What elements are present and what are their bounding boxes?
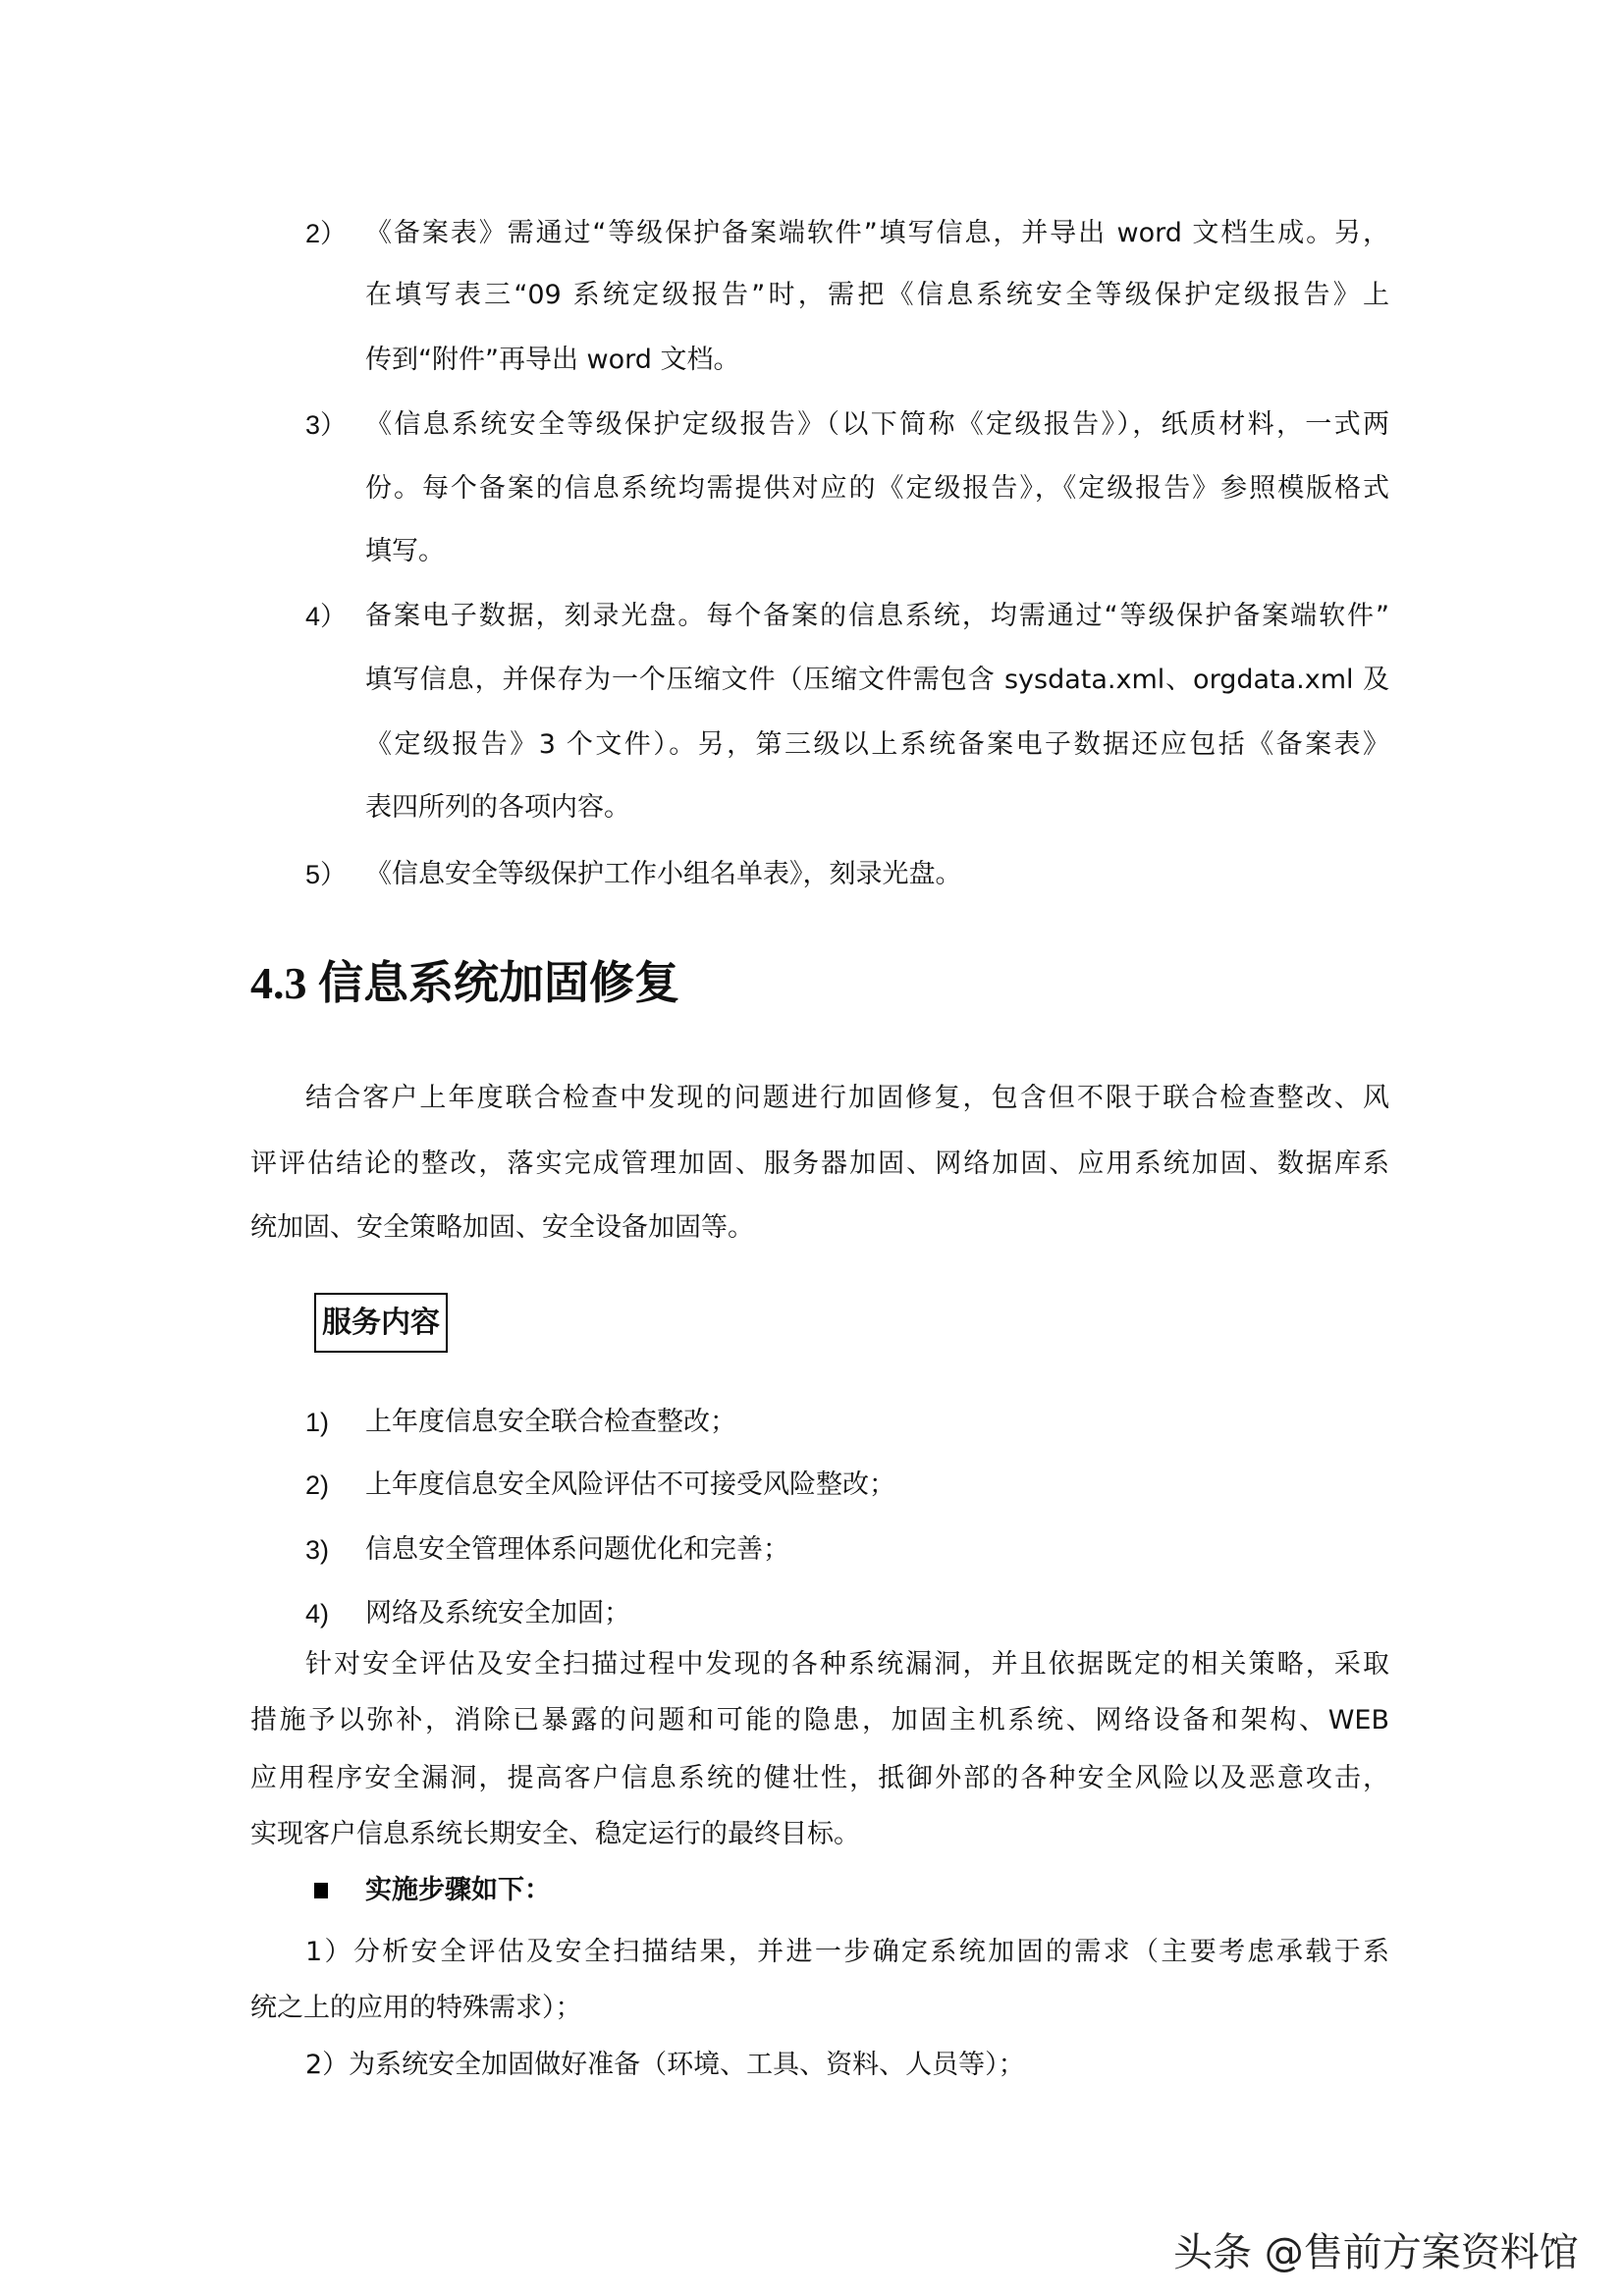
list-number: 5） xyxy=(305,860,348,889)
text-line: 针对安全评估及安全扫描过程中发现的各种系统漏洞，并且依据既定的相关策略，采取 xyxy=(305,1649,1389,1680)
list-number: 1) xyxy=(305,1408,330,1437)
text-line: 1）分析安全评估及安全扫描结果，并进一步确定系统加固的需求（主要考虑承载于系 xyxy=(305,1937,1389,1967)
text-line: 评评估结论的整改，落实完成管理加固、服务器加固、网络加固、应用系统加固、数据库系 xyxy=(250,1148,1389,1179)
text-line: 2）为系统安全加固做好准备（环境、工具、资料、人员等）； xyxy=(305,2050,1025,2080)
list-item: 上年度信息安全风险评估不可接受风险整改； xyxy=(365,1469,895,1500)
list-number: 2） xyxy=(305,219,348,248)
text-line: 在填写表三“09 系统定级报告”时，需把《信息系统安全等级保护定级报告》上 xyxy=(365,280,1389,310)
watermark: 头条 @售前方案资料馆 xyxy=(1173,2230,1579,2275)
text-line: 《备案表》需通过“等级保护备案端软件”填写信息，并导出 word 文档生成。另， xyxy=(365,218,1389,248)
list-item: 信息安全管理体系问题优化和完善； xyxy=(365,1534,789,1565)
list-item: 网络及系统安全加固； xyxy=(365,1598,630,1629)
text-line: 表四所列的各项内容。 xyxy=(365,792,630,823)
text-line: 统加固、安全策略加固、安全设备加固等。 xyxy=(250,1212,754,1243)
steps-title: 实施步骤如下： xyxy=(365,1875,551,1905)
text-line: 传到“附件”再导出 word 文档。 xyxy=(365,345,740,375)
list-number: 3) xyxy=(305,1535,330,1565)
text-line: 结合客户上年度联合检查中发现的问题进行加固修复，包含但不限于联合检查整改、风 xyxy=(305,1083,1389,1113)
text-line: 备案电子数据，刻录光盘。每个备案的信息系统，均需通过“等级保护备案端软件” xyxy=(365,601,1389,631)
section-heading: 4.3 信息系统加固修复 xyxy=(250,958,679,1008)
list-item: 上年度信息安全联合检查整改； xyxy=(365,1407,736,1437)
service-content-label: 服务内容 xyxy=(314,1293,448,1353)
text-line: 应用程序安全漏洞，提高客户信息系统的健壮性，抵御外部的各种安全风险以及恶意攻击， xyxy=(250,1763,1389,1793)
text-line: 实现客户信息系统长期安全、稳定运行的最终目标。 xyxy=(250,1819,860,1849)
list-number: 3） xyxy=(305,410,348,440)
text-line: 《信息安全等级保护工作小组名单表》，刻录光盘。 xyxy=(365,859,962,889)
list-number: 4） xyxy=(305,602,348,631)
text-line: 统之上的应用的特殊需求）； xyxy=(250,1993,582,2023)
list-number: 2) xyxy=(305,1470,330,1500)
square-bullet-icon xyxy=(314,1883,328,1898)
text-line: 措施予以弥补，消除已暴露的问题和可能的隐患，加固主机系统、网络设备和架构、WEB xyxy=(250,1705,1389,1735)
text-line: 份。每个备案的信息系统均需提供对应的《定级报告》，《定级报告》参照模版格式 xyxy=(365,473,1389,504)
text-line: 《信息系统安全等级保护定级报告》（以下简称《定级报告》），纸质材料，一式两 xyxy=(365,409,1389,440)
text-line: 填写。 xyxy=(365,536,445,566)
text-line: 《定级报告》3 个文件）。另，第三级以上系统备案电子数据还应包括《备案表》 xyxy=(365,729,1389,760)
list-number: 4) xyxy=(305,1599,330,1629)
text-line: 填写信息，并保存为一个压缩文件（压缩文件需包含 sysdata.xml、orgdata.xml 及 xyxy=(365,665,1389,695)
